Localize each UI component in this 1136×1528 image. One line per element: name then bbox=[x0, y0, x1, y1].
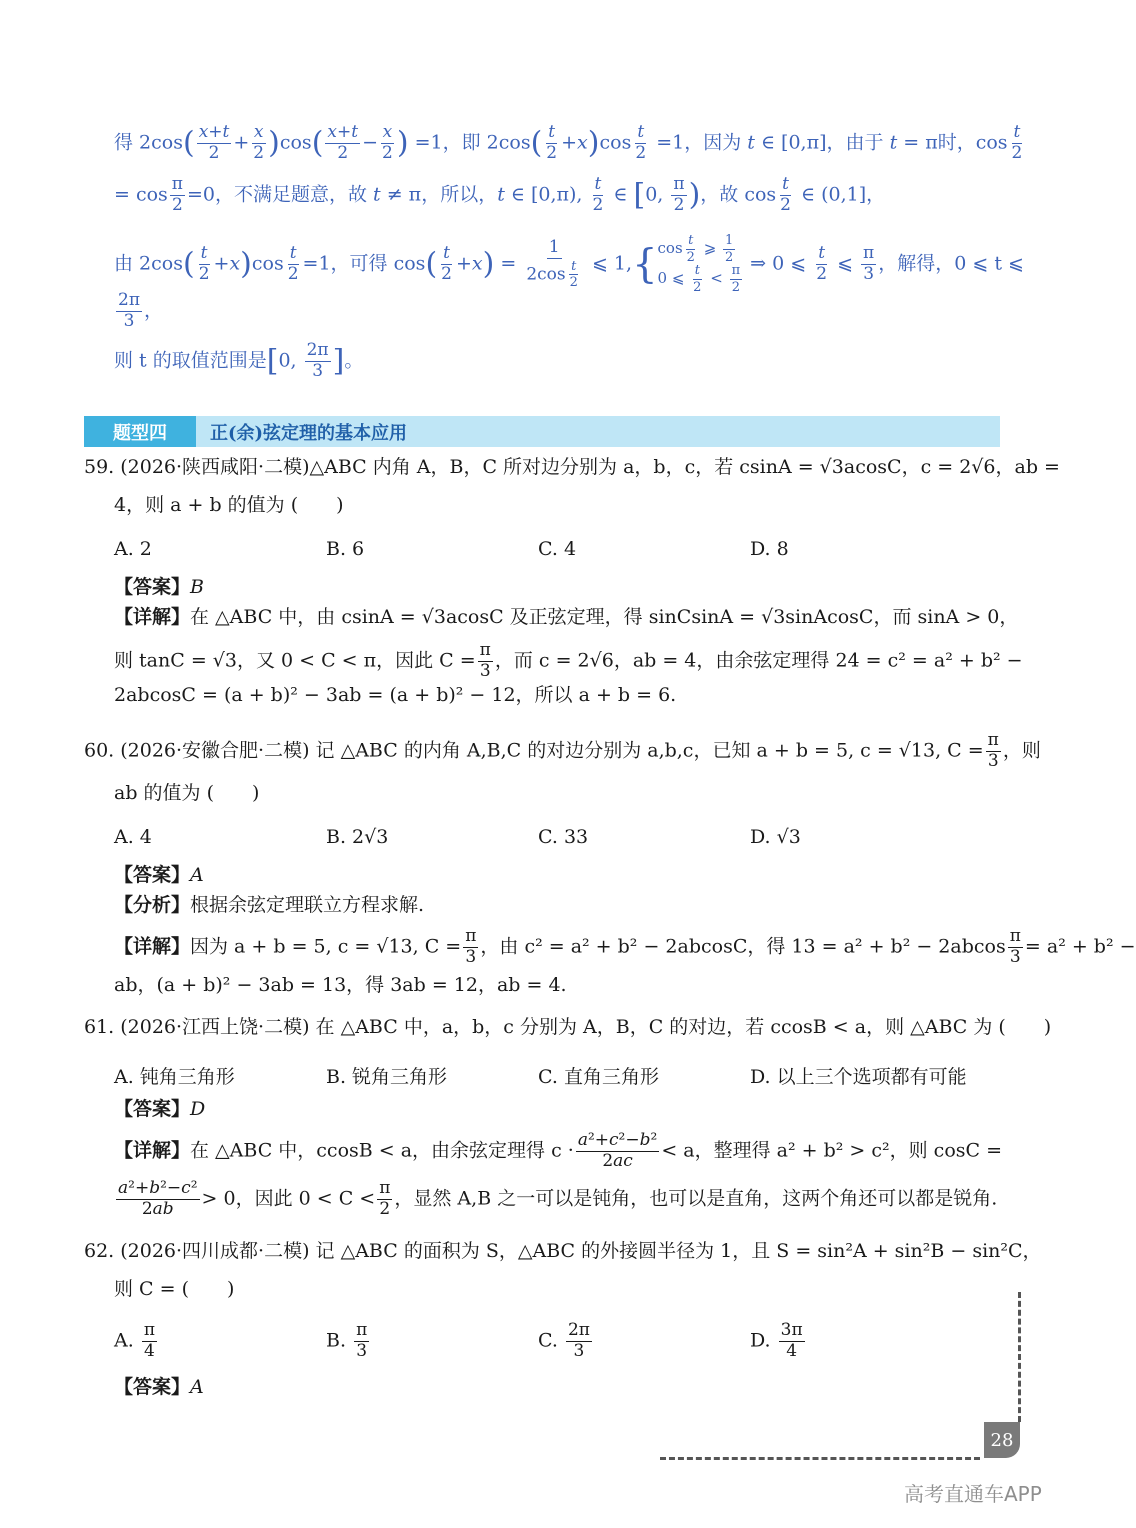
solution-line-3: 由 2cos( $\frac{t}{2}$ +x)cos $\frac{t}{2}$ =1，可得 cos( $\frac{t}{2}$ +x) = 1 2cos $\frac{t}{2}$ ⩽ 1,{ cos $\frac{t}{2}$ ⩾ $\frac{1}{2}$ 0 ⩽ $\frac{t}{2}$ < $\frac{\pi}{2}$ ⇒ 0 ⩽ $\frac{t}{2}$ ⩽ $\frac{\pi}{3}$ ，解得，0 ⩽ t ⩽ bbox=[114, 233, 1024, 295]
detail-text: 在 △ABC 中，ccosB < a，由余弦定理得 c · bbox=[190, 1139, 574, 1162]
detail-text: = a² + b² − bbox=[1024, 935, 1136, 958]
answer-value: A bbox=[190, 1376, 204, 1398]
answer-value: A bbox=[190, 864, 204, 886]
q61-option-a: A. 钝角三角形 bbox=[114, 1066, 235, 1088]
q60-stem-line-1: 60. (2026·安徽合肥·二模) 记 △ABC 的内角 A,B,C 的对边分别为 a,b,c，已知 a + b = 5, c = √13, C = $\frac{\pi}{3}$ ，则 bbox=[84, 730, 1041, 771]
solution-text: =1，可得 cos bbox=[302, 252, 426, 275]
solution-text: =1，因为 bbox=[656, 131, 742, 154]
q59-option-b: B. 6 bbox=[326, 538, 365, 560]
answer-value: B bbox=[190, 576, 204, 598]
solution-line-2: = cos $\frac{\pi}{2}$ =0，不满足题意，故 t ≠ π，所以，t ∈ [0,π), $\frac{t}{2}$ ∈ [0, $\frac{\pi}{2}$ )，故 cos $\frac{t}{2}$ ∈ (0,1]， bbox=[114, 174, 886, 215]
answer-label: 【答案】 bbox=[114, 1376, 191, 1398]
page-number: 28 bbox=[984, 1422, 1020, 1458]
detail-text: ，由 c² = a² + b² − 2abcosC，得 13 = a² + b² − 2abcos bbox=[480, 935, 1006, 958]
q62-option-d: D. $\frac{3\pi}{4}$ bbox=[750, 1320, 803, 1361]
page-border-dashed-horizontal bbox=[660, 1457, 980, 1460]
option-letter: D. bbox=[750, 1329, 771, 1352]
option-letter: A. bbox=[114, 1329, 134, 1352]
q61-detail-line-2: $\frac{\text{a²+b²−c²}}{2ab}$ > 0，因此 0 < C < $\frac{\pi}{2}$ ，显然 A,B 之一可以是钝角，也可以是直角，这两个角还可以都是锐角. bbox=[118, 1178, 998, 1219]
q60-detail-line-2: ab，(a + b)² − 3ab = 13，得 3ab = 12，ab = 4. bbox=[114, 974, 567, 996]
section-tag: 题型四 bbox=[84, 416, 196, 447]
solution-line-4: $\frac{2\pi}{3}$ ， bbox=[118, 290, 164, 331]
detail-text: 在 △ABC 中，由 csinA = √3acosC 及正弦定理，得 sinCsinA = √3sinAcosC，而 sinA > 0， bbox=[190, 606, 1019, 628]
solution-text: ⇒ 0 ⩽ bbox=[750, 252, 807, 275]
q59-stem-line-1: 59. (2026·陕西咸阳·二模)△ABC 内角 A，B，C 所对边分别为 a，b，c，若 csinA = √3acosC，c = 2√6，ab = bbox=[84, 456, 1060, 478]
option-letter: B. bbox=[326, 1329, 347, 1352]
q62-answer bbox=[114, 1378, 204, 1397]
detail-label: 【详解】 bbox=[114, 935, 191, 958]
detail-text: 则 tanC = √3，又 0 < C < π，因此 C = bbox=[114, 649, 476, 672]
q59-answer bbox=[114, 578, 204, 597]
detail-label: 【详解】 bbox=[114, 606, 191, 628]
solution-text: = cos bbox=[114, 183, 168, 206]
solution-text: 则 t 的取值范围是 bbox=[114, 349, 267, 372]
q62-option-b: B. $\frac{\pi}{3}$ bbox=[326, 1320, 368, 1361]
q61-option-b: B. 锐角三角形 bbox=[326, 1066, 448, 1088]
q62-option-a: A. $\frac{\pi}{4}$ bbox=[114, 1320, 155, 1361]
option-letter: C. bbox=[538, 1329, 558, 1352]
detail-text: 因为 a + b = 5, c = √13, C = bbox=[190, 935, 462, 958]
solution-text: 时，cos bbox=[937, 131, 1008, 154]
q62-option-c: C. $\frac{2\pi}{3}$ bbox=[538, 1320, 590, 1361]
q59-option-d: D. 8 bbox=[750, 538, 789, 560]
q60-stem-line-2: ab 的值为 ( ) bbox=[114, 782, 260, 804]
q59-detail-line-3: 2abcosC = (a + b)² − 3ab = (a + b)² − 12，所以 a + b = 6. bbox=[114, 684, 677, 706]
q60-option-a: A. 4 bbox=[114, 826, 152, 848]
solution-line-1: 得 2cos( $\frac{x+t}{2}$ + $\frac{x}{2}$ )cos( $\frac{x+t}{2}$ − $\frac{x}{2}$ ) =1，即 2cos( $\frac{t}{2}$ +x)cos $\frac{t}{2}$ =1，因为 t ∈ [0,π]，由于 t = π时，cos $\frac{t}{2}$ bbox=[114, 122, 1023, 163]
q61-option-d: D. 以上三个选项都有可能 bbox=[750, 1066, 967, 1088]
solution-text: ，解得，0 ⩽ t ⩽ bbox=[878, 252, 1024, 275]
solution-text: 由 2cos bbox=[114, 252, 183, 275]
answer-label: 【答案】 bbox=[114, 864, 191, 886]
answer-label: 【答案】 bbox=[114, 576, 191, 598]
q60-option-d: D. √3 bbox=[750, 826, 801, 848]
analysis-label: 【分析】 bbox=[114, 894, 191, 916]
q59-option-c: C. 4 bbox=[538, 538, 577, 560]
solution-text: ，所以， bbox=[421, 183, 498, 206]
q60-answer bbox=[114, 866, 204, 885]
stem-text: 60. (2026·安徽合肥·二模) 记 △ABC 的内角 A,B,C 的对边分别为 a,b,c，已知 a + b = 5, c = √13, C = bbox=[84, 739, 984, 762]
watermark: 高考直通车APP bbox=[904, 1482, 1042, 1506]
q60-analysis bbox=[114, 896, 424, 915]
solution-text: ，由于 bbox=[826, 131, 884, 154]
q62-stem-line-1: 62. (2026·四川成都·二模) 记 △ABC 的面积为 S，△ABC 的外接圆半径为 1，且 S = sin²A + sin²B − sin²C， bbox=[84, 1240, 1042, 1262]
solution-line-5: 则 t 的取值范围是[0, $\frac{2\pi}{3}$ ]。 bbox=[114, 340, 364, 381]
solution-text: ，故 cos bbox=[700, 183, 777, 206]
page-border-dashed-vertical bbox=[1018, 1292, 1021, 1422]
q59-option-a: A. 2 bbox=[114, 538, 152, 560]
detail-text: < a，整理得 a² + b² > c²，则 cosC = bbox=[661, 1139, 1003, 1162]
q61-detail-line-1: 【详解】在 △ABC 中，ccosB < a，由余弦定理得 c · $\frac{\text{a²+c²−b²}}{2ac}$ < a，整理得 a² + b² > c²，则 cosC = bbox=[114, 1130, 1003, 1171]
answer-value: D bbox=[190, 1098, 206, 1120]
q59-detail-line-2: 则 tanC = √3，又 0 < C < π，因此 C = $\frac{\pi}{3}$ ，而 c = 2√6，ab = 4，由余弦定理得 24 = c² = a² + b² − bbox=[114, 640, 1023, 681]
detail-text: ，而 c = 2√6，ab = 4，由余弦定理得 24 = c² = a² + b² − bbox=[494, 649, 1023, 672]
stem-text: ，则 bbox=[1002, 739, 1041, 762]
solution-text: =1，即 2cos bbox=[414, 131, 531, 154]
q61-answer bbox=[114, 1100, 205, 1119]
q61-stem: 61. (2026·江西上饶·二模) 在 △ABC 中，a，b，c 分别为 A，B，C 的对边，若 ccosB < a，则 △ABC 为 ( ) bbox=[84, 1016, 1052, 1038]
q60-option-c: C. 33 bbox=[538, 826, 589, 848]
analysis-text: 根据余弦定理联立方程求解. bbox=[190, 894, 425, 916]
q60-detail-line-1: 【详解】因为 a + b = 5, c = √13, C = $\frac{\pi}{3}$ ，由 c² = a² + b² − 2abcosC，得 13 = a² + b² − 2abcos $\frac{\pi}{3}$ = a² + b² − bbox=[114, 926, 1136, 967]
detail-text: > 0，因此 0 < C < bbox=[201, 1187, 376, 1210]
q60-option-b: B. 2√3 bbox=[326, 826, 389, 848]
detail-label: 【详解】 bbox=[114, 1139, 191, 1162]
solution-text: =0，不满足题意，故 bbox=[186, 183, 367, 206]
answer-label: 【答案】 bbox=[114, 1098, 191, 1120]
section-title: 正(余)弦定理的基本应用 bbox=[210, 422, 408, 444]
q59-stem-line-2: 4，则 a + b 的值为 ( ) bbox=[114, 494, 344, 516]
q61-option-c: C. 直角三角形 bbox=[538, 1066, 659, 1088]
solution-text: 得 2cos bbox=[114, 131, 183, 154]
q59-detail-line-1 bbox=[114, 608, 1018, 627]
detail-text: ，显然 A,B 之一可以是钝角，也可以是直角，这两个角还可以都是锐角. bbox=[394, 1187, 998, 1210]
q62-stem-line-2: 则 C = ( ) bbox=[114, 1278, 235, 1300]
